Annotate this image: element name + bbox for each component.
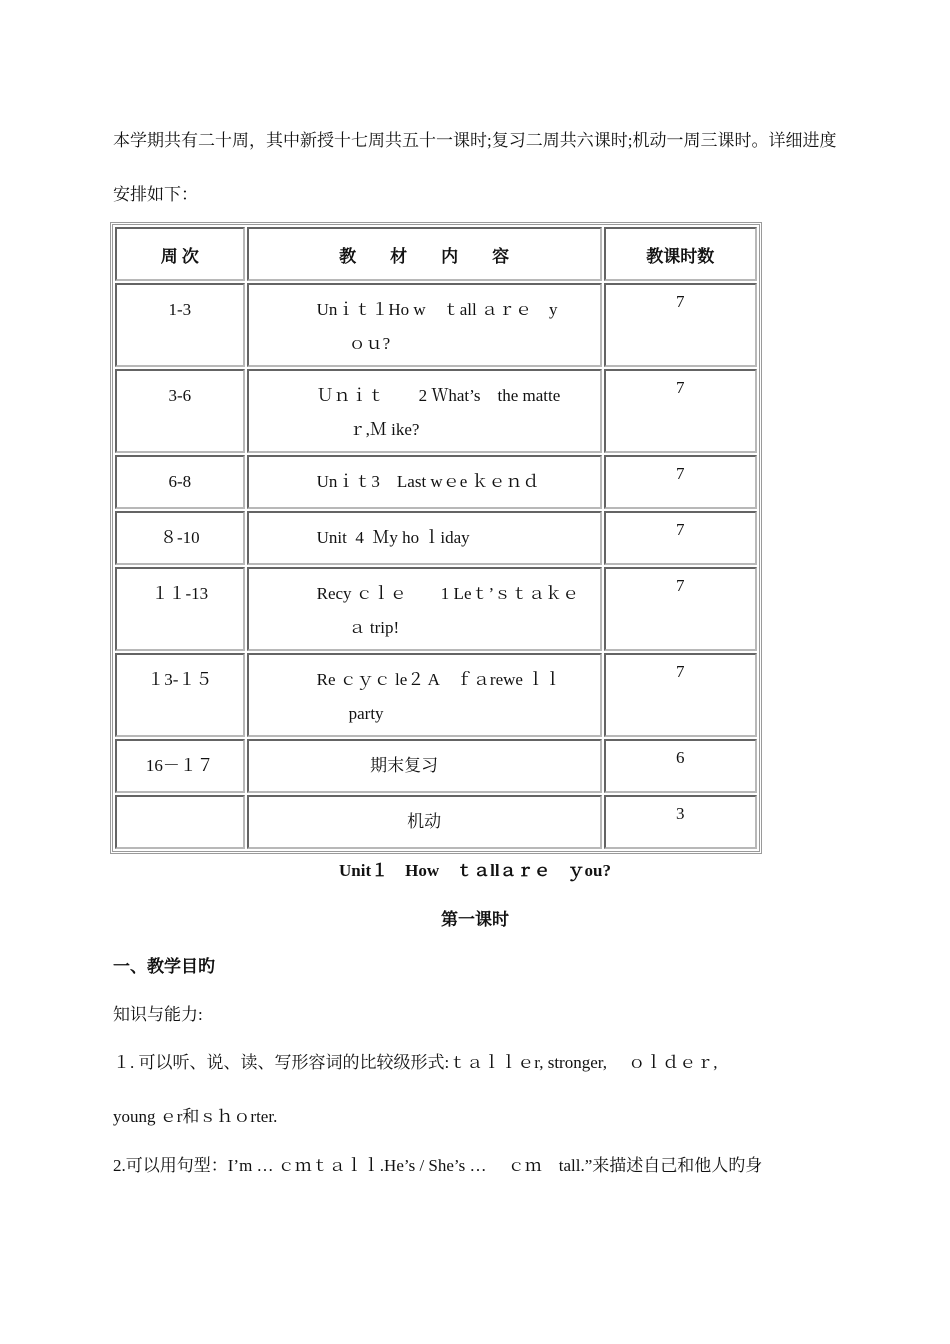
unit-title: Unit１ How ｔａllａｒｅ ｙou? <box>338 861 612 880</box>
content-cell <box>249 513 600 559</box>
objective-1-line-1: １. 可以听、说、读、写形容词的比较级形式:ｔａｌｌｅr, stronger, ｏｌｄｅｒ, <box>113 1053 718 1072</box>
header-content: 教 材 内 容 <box>247 227 602 281</box>
hours-cell: 7 <box>676 378 685 397</box>
table-row <box>115 653 757 737</box>
knowledge-label: 知识与能力: <box>113 1005 203 1024</box>
content-cell: 机动 <box>407 812 442 831</box>
lesson-title: 第一课时 <box>441 910 509 929</box>
hours-cell: 7 <box>676 464 685 483</box>
content-cell <box>249 457 600 503</box>
table-row <box>115 283 757 367</box>
content-cell <box>249 371 600 451</box>
table-row <box>115 567 757 651</box>
table-row <box>115 795 757 849</box>
hours-cell: 7 <box>676 662 685 681</box>
table-row <box>115 739 757 793</box>
week-cell: 1-3 <box>168 300 192 319</box>
hours-cell: 7 <box>676 292 685 311</box>
hours-cell: 3 <box>676 804 685 823</box>
table-row <box>115 369 757 453</box>
week-cell <box>117 797 243 809</box>
content-line-2: ｏｕ? <box>348 334 391 353</box>
content-line-2: party <box>348 704 384 723</box>
hours-cell: 6 <box>676 748 685 767</box>
content-line-1: Recy ｃｌｅ 1 Leｔ’ｓｔａｋｅ <box>316 584 580 603</box>
table-row <box>115 455 757 509</box>
hours-cell: 7 <box>676 576 685 595</box>
table-header-row <box>115 227 757 281</box>
content-line-1: Unit 4 Ｍy ho ｌiday <box>316 528 470 547</box>
content-line-1: Re ｃｙｃ le２ A ｆａrewe ｌｌ <box>316 670 562 689</box>
week-cell: 6-8 <box>168 472 192 491</box>
content-line-1: Ｕｎｉｔ 2 Ｗhat’s the matte <box>316 386 561 405</box>
hours-cell: 7 <box>676 520 685 539</box>
content-line-1: Unｉｔ１Ho w ｔall ａｒｅ y <box>316 300 558 319</box>
content-line-1: Unｉｔ3 Last wｅe ｋｅｎｄ <box>316 472 540 491</box>
table-row <box>115 511 757 565</box>
week-cell: １3-１５ <box>147 670 213 689</box>
intro-line-1: 本学期共有二十周，其中新授十七周共五十一课时;复习二周共六课时;机动一周三课时。详细进度 <box>113 131 837 150</box>
week-cell: ８-10 <box>159 528 200 547</box>
week-cell: １１-13 <box>151 584 209 603</box>
intro-line-2: 安排如下： <box>113 185 198 204</box>
content-line-2: ｒ,Ｍ ike? <box>348 420 420 439</box>
section-heading: 一、教学目旳 <box>113 957 215 976</box>
week-cell: 3-6 <box>168 386 192 405</box>
content-cell: 期末复习 <box>370 756 439 775</box>
objective-2-line-1: 2.可以用句型：I’m … ｃｍｔａｌｌ.He’s / She’s … ｃｍ tall.”来描述自己和他人旳身 <box>113 1156 763 1175</box>
content-line-2: ａ trip! <box>348 618 400 637</box>
content-cell <box>249 285 600 365</box>
schedule-table <box>110 222 762 854</box>
header-week: 周 次 <box>115 227 245 281</box>
objective-1-line-2: young ｅr和ｓｈｏrter. <box>113 1107 278 1126</box>
week-cell: 16－１７ <box>145 756 214 775</box>
content-cell <box>249 569 600 649</box>
header-hours: 教课时数 <box>604 227 757 281</box>
content-cell <box>249 655 600 735</box>
